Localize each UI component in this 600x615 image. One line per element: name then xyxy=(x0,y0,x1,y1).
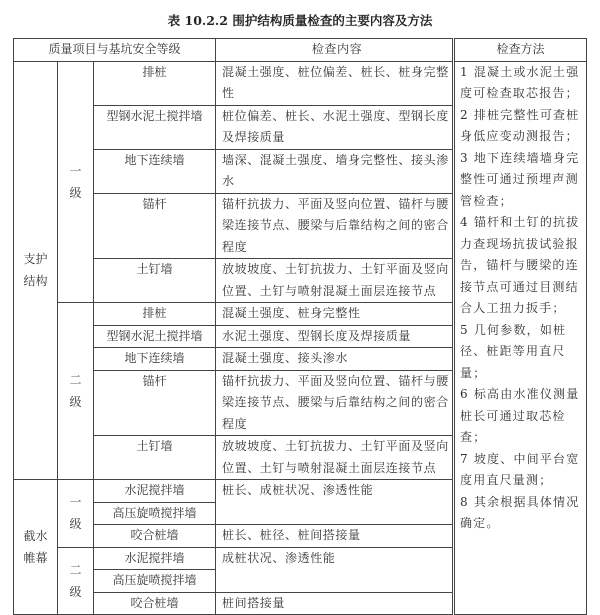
method-item: 3 地下连续墙墙身完整性可通过预埋声测管检查； xyxy=(460,150,580,208)
item-cell: 排桩 xyxy=(94,61,216,105)
header-row xyxy=(14,39,587,62)
item-cell: 高压旋喷搅拌墙 xyxy=(94,570,216,593)
method-item: 7 坡度、中间平台宽度用直尺量测； xyxy=(460,451,580,487)
method-item: 2 排桩完整性可查桩身低应变动测报告； xyxy=(460,107,580,143)
header-item: 质量项目与基坑安全等级 xyxy=(14,39,216,62)
header-content: 检查内容 xyxy=(216,39,453,62)
level-one: 一 级 xyxy=(58,480,94,548)
level-two: 二 级 xyxy=(58,547,94,615)
content-cell: 水泥土强度、型钢长度及焊接质量 xyxy=(216,325,453,348)
item-cell: 水泥搅拌墙 xyxy=(94,547,216,570)
method-item: 6 标高由水准仪测量桩长可通过取芯检查； xyxy=(460,387,580,444)
content-cell: 放坡坡度、土钉抗拔力、土钉平面及竖向位置、土钉与喷射混凝土面层连接节点 xyxy=(216,436,453,480)
content-cell: 混凝土强度、桩位偏差、桩长、桩身完整性 xyxy=(216,61,453,105)
item-cell: 咬合桩墙 xyxy=(94,592,216,615)
item-cell: 高压旋喷搅拌墙 xyxy=(94,502,216,525)
content-cell: 锚杆抗拔力、平面及竖向位置、锚杆与腰梁连接节点、腰梁与后靠结构之间的密合程度 xyxy=(216,370,453,436)
method-item: 4 锚杆和土钉的抗拔力查现场抗拔试验报告，锚杆与腰梁的连接节点可通过目测结合人工扭力扳手； xyxy=(460,215,580,315)
content-cell: 成桩状况、渗透性能 xyxy=(216,547,453,592)
content-cell: 混凝土强度、接头渗水 xyxy=(216,348,453,371)
content-cell: 桩位偏差、桩长、水泥土强度、型钢长度及焊接质量 xyxy=(216,105,453,149)
item-cell: 咬合桩墙 xyxy=(94,525,216,548)
item-cell: 排桩 xyxy=(94,303,216,326)
item-cell: 地下连续墙 xyxy=(94,348,216,371)
item-cell: 型钢水泥土搅拌墙 xyxy=(94,325,216,348)
level-two: 二 级 xyxy=(58,303,94,480)
content-cell: 桩长、成桩状况、渗透性能 xyxy=(216,480,453,525)
item-cell: 锚杆 xyxy=(94,370,216,436)
level-one: 一 级 xyxy=(58,61,94,303)
item-cell: 地下连续墙 xyxy=(94,149,216,193)
method-item: 5 几何参数，如桩径、桩距等用直尺量； xyxy=(460,322,567,380)
content-cell: 锚杆抗拔力、平面及竖向位置、锚杆与腰梁连接节点、腰梁与后靠结构之间的密合程度 xyxy=(216,193,453,259)
content-cell: 桩长、桩径、桩间搭接量 xyxy=(216,525,453,548)
item-cell: 锚杆 xyxy=(94,193,216,259)
content-cell: 放坡坡度、土钉抗拔力、土钉平面及竖向位置、土钉与喷射混凝土面层连接节点 xyxy=(216,259,453,303)
method-cell xyxy=(455,61,587,615)
content-cell: 混凝土强度、桩身完整性 xyxy=(216,303,453,326)
quality-inspection-table xyxy=(13,38,587,615)
content-cell: 墙深、混凝土强度、墙身完整性、接头渗水 xyxy=(216,149,453,193)
method-item: 1 混凝土或水泥土强度可检查取芯报告； xyxy=(460,64,580,100)
item-cell: 水泥搅拌墙 xyxy=(94,480,216,503)
table-title: 表 10.2.2 围护结构质量检查的主要内容及方法 xyxy=(167,13,433,28)
method-item: 8 其余根据具体情况确定。 xyxy=(460,494,580,530)
table-row xyxy=(14,61,587,105)
item-cell: 土钉墙 xyxy=(94,436,216,480)
header-method: 检查方法 xyxy=(455,39,587,62)
content-cell: 桩间搭接量 xyxy=(216,592,453,615)
group-support: 支护 结构 xyxy=(14,61,58,480)
item-cell: 土钉墙 xyxy=(94,259,216,303)
group-cutoff: 截水 帷幕 xyxy=(14,480,58,615)
item-cell: 型钢水泥土搅拌墙 xyxy=(94,105,216,149)
